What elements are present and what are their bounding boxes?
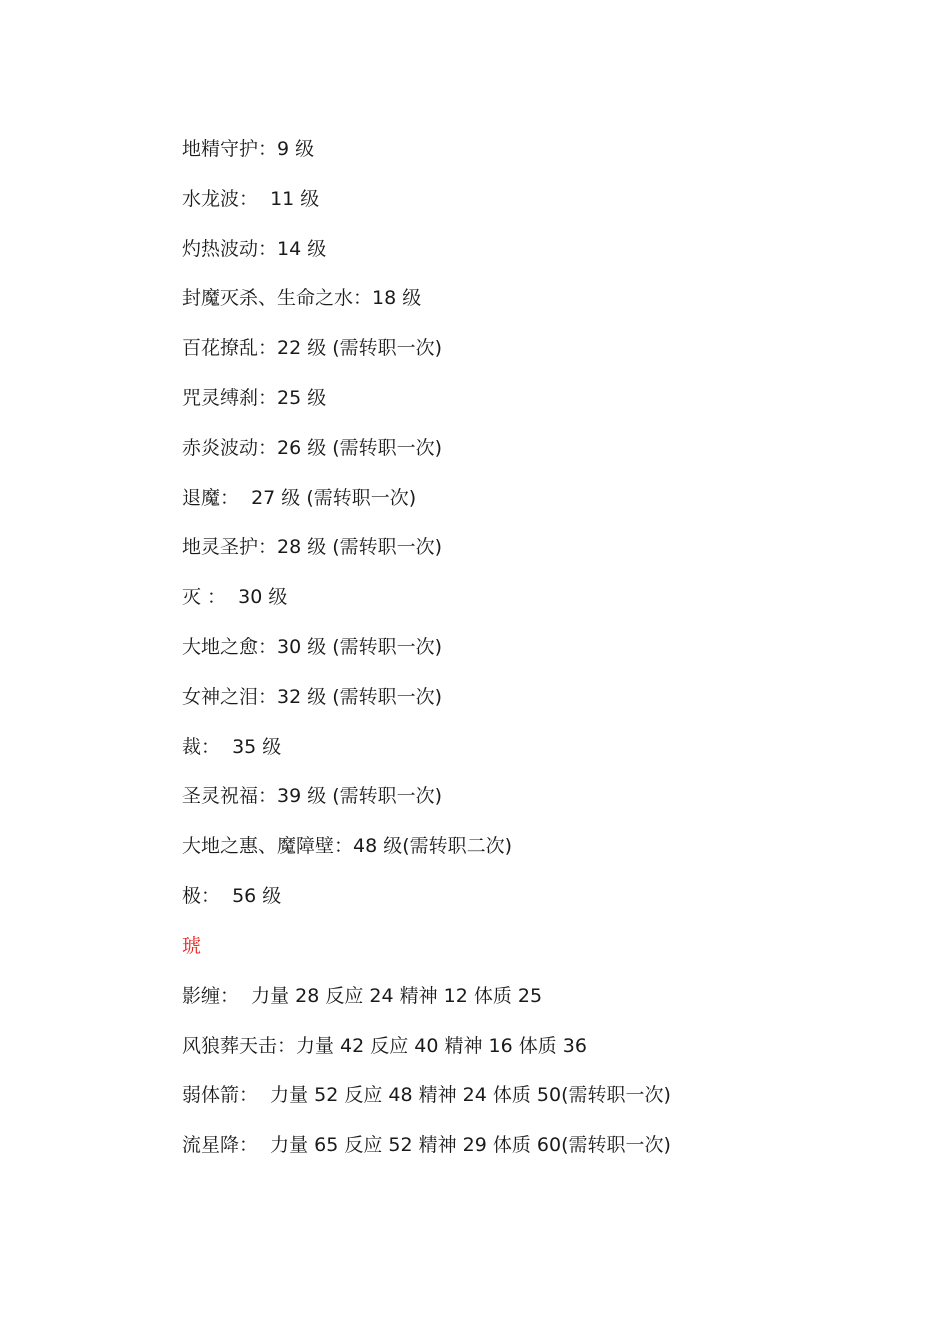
skill-line: 地灵圣护：28 级 (需转职一次) [182,536,443,559]
skill-line: 大地之愈：30 级 (需转职一次) [182,635,443,658]
skill-requirement-line: 弱体箭： 力量 52 反应 48 精神 24 体质 50(需转职一次) [182,1084,671,1107]
skill-line: 裁： 35 级 [182,735,282,758]
skill-line: 百花撩乱：22 级 (需转职一次) [182,337,443,360]
skill-requirement-line: 流星降： 力量 65 反应 52 精神 29 体质 60(需转职一次) [182,1134,671,1157]
skill-line: 大地之惠、魔障壁：48 级(需转职二次) [182,835,513,858]
skill-line: 灭 ： 30 级 [182,586,288,609]
skill-requirement-line: 风狼葬天击：力量 42 反应 40 精神 16 体质 36 [182,1034,587,1057]
skill-line: 灼热波动：14 级 [182,237,327,260]
skill-line: 赤炎波动：26 级 (需转职一次) [182,436,443,459]
skill-line: 咒灵缚刹：25 级 [182,386,327,409]
skill-line: 封魔灭杀、生命之水：18 级 [182,287,422,310]
document-body [182,136,902,1182]
skill-line: 水龙波： 11 级 [182,187,320,210]
skill-line: 圣灵祝福：39 级 (需转职一次) [182,785,443,808]
skill-line: 极： 56 级 [182,884,282,907]
skill-line: 女神之泪：32 级 (需转职一次) [182,685,443,708]
skill-line: 地精守护：9 级 [182,138,315,160]
section-heading: 琥 [182,934,202,957]
skill-requirement-line: 影缠： 力量 28 反应 24 精神 12 体质 25 [182,984,543,1007]
skill-line: 退魔： 27 级 (需转职一次) [182,486,417,509]
